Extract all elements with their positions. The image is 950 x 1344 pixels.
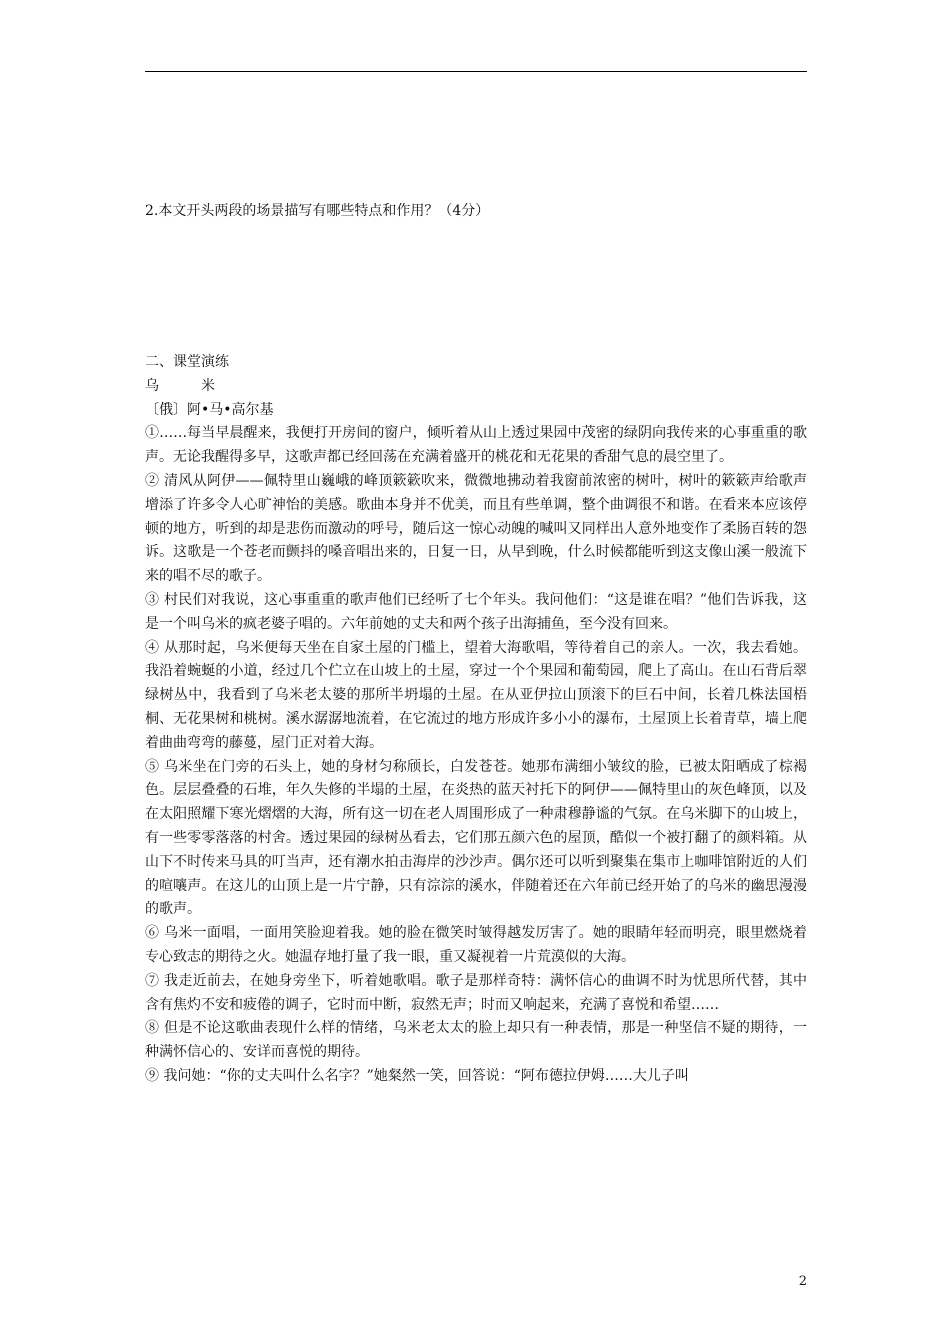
paragraph-1: ①……每当早晨醒来，我便打开房间的窗户，倾听着从山上透过果园中茂密的绿阴向我传来的心事重重的歌声。无论我醒得多早，这歌声都已经回荡在充满着盛开的桃花和无花果的香甜气息的晨空里了。 (145, 425, 807, 466)
paragraph-6: ⑥ 乌米一面唱，一面用笑脸迎着我。她的脸在微笑时皱得越发厉害了。她的眼睛年轻而明亮，眼里燃烧着专心致志的期待之火。她温存地打量了我一眼，重又凝视着一片荒漠似的大海。 (145, 925, 807, 965)
paragraph-2: ② 清风从阿伊——佩特里山巍峨的峰顶簌簌吹来，微微地拂动着我窗前浓密的树叶，树叶的簌簌声给歌声增添了许多令人心旷神怡的美感。歌曲本身并不优美，而且有些单调，整个曲调很不和谐。在看来本应该停顿的地方，听到的却是悲伤而激动的呼号，随后这一惊心动魄的喊叫又同样出人意外地变作了柔肠百转的怨诉。这歌是一个苍老而颤抖的嗓音唱出来的，日复一日，从早到晚，什么时候都能听到这支像山溪一般流下来的唱不尽的歌子。 (145, 472, 807, 585)
section-heading: 二、课堂演练 (145, 354, 229, 370)
paragraph-3: ③ 村民们对我说，这心事重重的歌声他们已经听了七个年头。我问他们：“这是谁在唱？”他们告诉我，这是一个叫乌米的疯老婆子唱的。六年前她的丈夫和两个孩子出海捕鱼，至今没有回来。 (145, 591, 807, 632)
paragraph-4: ④ 从那时起，乌米便每天坐在自家土屋的门槛上，望着大海歌唱，等待着自己的亲人。一次，我去看她。我沿着蜿蜒的小道，经过几个伫立在山坡上的土屋，穿过一个个果园和葡萄园，爬上了高山。在山石背后翠绿树丛中，我看到了乌米老太婆的那所半坍塌的土屋。在从亚伊拉山顶滚下的巨石中间，长着几株法国梧桐、无花果树和桃树。溪水潺潺地流着，在它流过的地方形成许多小小的瀑布，土屋顶上长着青草，墙上爬着曲曲弯弯的藤蔓，屋门正对着大海。 (145, 639, 807, 751)
paragraph-7: ⑦ 我走近前去，在她身旁坐下，听着她歌唱。歌子是那样奇特：满怀信心的曲调不时为忧思所代替，其中含有焦灼不安和疲倦的调子，它时而中断，寂然无声；时而又响起来，充满了喜悦和希望…… (145, 972, 807, 1013)
header-rule (145, 71, 807, 72)
question-2: 2.本文开头两段的场景描写有哪些特点和作用？（4分） (145, 203, 490, 219)
paragraph-9: ⑨ 我问她：“你的丈夫叫什么名字？”她粲然一笑，回答说：“阿布德拉伊姆……大儿子叫 (145, 1067, 689, 1084)
passage-author: 〔俄〕阿•马•高尔基 (145, 401, 274, 418)
passage-title: 乌 米 (145, 377, 215, 394)
paragraph-8: ⑧ 但是不论这歌曲表现什么样的情绪，乌米老太太的脸上却只有一种表情，那是一种坚信不疑的期待，一种满怀信心的、安详而喜悦的期待。 (145, 1020, 807, 1061)
page-number: 2 (798, 1274, 807, 1289)
paragraph-5: ⑤ 乌米坐在门旁的石头上，她的身材匀称颀长，白发苍苍。她那布满细小皱纹的脸，已被太阳晒成了棕褐色。层层叠叠的石堆，年久失修的半塌的土屋，在炎热的蓝天衬托下的阿伊——佩特里山的灰色峰顶，以及在太阳照耀下寒光熠熠的大海，所有这一切在老人周围形成了一种肃穆静谧的气氛。在乌米脚下的山坡上，有一些零零落落的村舍。透过果园的绿树丛看去，它们那五颜六色的屋顶，酷似一个被打翻了的颜料箱。从山下不时传来马具的叮当声，还有潮水拍击海岸的沙沙声。偶尔还可以听到聚集在集市上咖啡馆附近的人们的喧嚷声。在这儿的山顶上是一片宁静，只有淙淙的溪水，伴随着还在六年前已经开始了的乌米的幽思漫漫的歌声。 (145, 758, 807, 918)
reading-passage (145, 351, 807, 1089)
